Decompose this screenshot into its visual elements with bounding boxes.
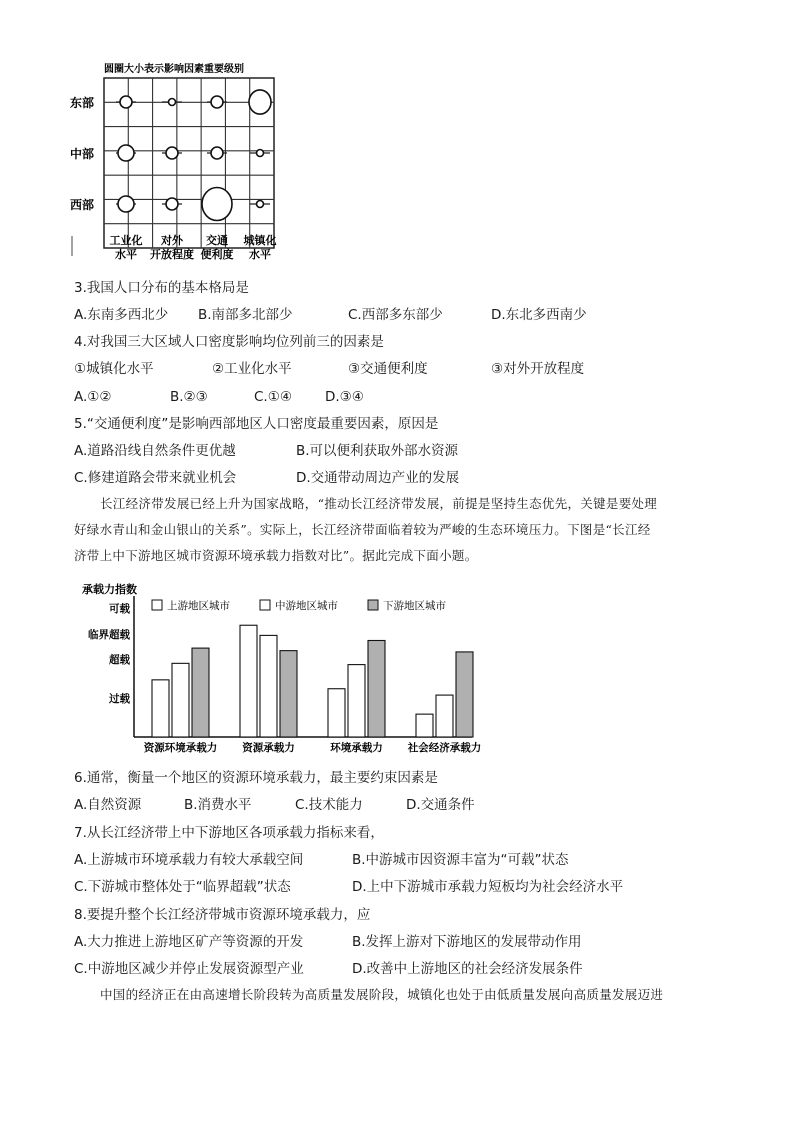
row-label: 中部: [70, 147, 95, 161]
importance-circle: [118, 145, 134, 161]
factor-grid-figure: [70, 58, 290, 266]
importance-circle: [257, 150, 264, 157]
q4-option-d[interactable]: D.③④: [325, 389, 364, 405]
q7-option-b[interactable]: B.中游城市因资源丰富为“可载”状态: [352, 852, 569, 868]
legend-label: 中游地区城市: [275, 600, 338, 612]
importance-circle: [202, 188, 232, 221]
chart-ylabel: 承载力指数: [82, 583, 137, 596]
q3-option-d[interactable]: D.东北多西南少: [491, 307, 587, 323]
chart-plot: [88, 596, 481, 754]
col-label-line2: 开放程度: [150, 248, 194, 261]
q5-stem: 5.“交通便利度”是影响西部地区人口密度最重要因素，原因是: [74, 416, 439, 432]
passage2-text: 中国的经济正在由高速增长阶段转为高质量发展阶段，城镇化也处于由低质量发展向高质量发展迈进: [100, 987, 664, 1002]
q3-option-a[interactable]: A.东南多西北少: [74, 307, 169, 323]
bar: [348, 665, 365, 737]
legend-swatch: [260, 600, 270, 610]
col-label-line2: 便利度: [200, 248, 234, 261]
bar: [240, 625, 257, 737]
importance-circle: [166, 147, 178, 159]
bar: [328, 689, 345, 737]
passage1-line-3: 济带上中下游地区城市资源环境承载力指数对比”。据此完成下面小题。: [74, 548, 478, 563]
q3-option-b[interactable]: B.南部多北部少: [198, 307, 293, 323]
x-tick-label: 资源环境承载力: [143, 742, 218, 754]
passage1-line-2: 好绿水青山和金山银山的关系”。实际上，长江经济带面临着较为严峻的生态环境压力。下图是“长江经: [74, 522, 651, 537]
q6-option-c[interactable]: C.技术能力: [295, 797, 363, 813]
y-level-label: 临界超载: [88, 629, 130, 641]
q8-option-c[interactable]: C.中游地区减少并停止发展资源型产业: [74, 961, 304, 977]
importance-circle: [166, 198, 178, 210]
q4-option-a[interactable]: A.①②: [74, 389, 112, 405]
bar: [152, 680, 169, 737]
q3-stem: 3.我国人口分布的基本格局是: [74, 280, 249, 296]
q4-item-1: ①城镇化水平: [74, 361, 154, 377]
q5-option-d[interactable]: D.交通带动周边产业的发展: [296, 470, 460, 486]
importance-circle: [120, 96, 132, 108]
legend-swatch: [152, 600, 162, 610]
x-tick-label: 环境承载力: [330, 742, 383, 754]
q8-option-a[interactable]: A.大力推进上游地区矿产等资源的开发: [74, 934, 304, 950]
y-level-label: 可载: [109, 603, 130, 615]
col-label-line1: 工业化: [109, 234, 143, 247]
figure1-title: 圆圈大小表示影响因素重要级别: [104, 64, 244, 75]
importance-circle: [257, 201, 264, 208]
y-level-label: 超载: [109, 654, 130, 666]
q4-item-3: ③交通便利度: [348, 361, 428, 377]
bar: [192, 648, 209, 737]
legend-swatch: [368, 600, 378, 610]
q8-stem: 8.要提升整个长江经济带城市资源环境承载力，应: [74, 907, 371, 923]
bar: [456, 652, 473, 737]
legend-label: 上游地区城市: [167, 600, 230, 612]
q4-stem: 4.对我国三大区域人口密度影响均位列前三的因素是: [74, 334, 384, 350]
col-label-line1: 对外: [161, 234, 183, 247]
q5-option-b[interactable]: B.可以便利获取外部水资源: [296, 443, 459, 459]
col-label-line1: 城镇化: [243, 234, 277, 247]
q6-option-a[interactable]: A.自然资源: [74, 797, 142, 813]
importance-circle: [211, 147, 223, 159]
q6-option-b[interactable]: B.消费水平: [184, 797, 252, 813]
q3-option-c[interactable]: C.西部多东部少: [348, 307, 443, 323]
bar: [416, 714, 433, 737]
bar: [280, 651, 297, 737]
row-label: 东部: [70, 96, 95, 110]
q6-option-d[interactable]: D.交通条件: [406, 797, 475, 813]
importance-circle: [169, 99, 176, 106]
q7-stem: 7.从长江经济带上中下游地区各项承载力指标来看，: [74, 825, 384, 841]
x-tick-label: 资源承载力: [242, 742, 295, 754]
q8-option-d[interactable]: D.改善中上游地区的社会经济发展条件: [352, 961, 583, 977]
col-label-line2: 水平: [115, 248, 137, 261]
x-tick-label: 社会经济承载力: [407, 742, 482, 754]
q6-stem: 6.通常，衡量一个地区的资源环境承载力，最主要约束因素是: [74, 770, 438, 786]
q7-option-c[interactable]: C.下游城市整体处于“临界超载”状态: [74, 879, 291, 895]
bar: [436, 695, 453, 737]
importance-circle: [118, 196, 134, 212]
q8-option-b[interactable]: B.发挥上游对下游地区的发展带动作用: [352, 934, 582, 950]
q7-option-a[interactable]: A.上游城市环境承载力有较大承载空间: [74, 852, 304, 868]
q5-option-a[interactable]: A.道路沿线自然条件更优越: [74, 443, 236, 459]
q4-item-4: ③对外开放程度: [491, 361, 585, 377]
bar: [368, 640, 385, 737]
bar: [260, 635, 277, 737]
q4-item-2: ②工业化水平: [212, 361, 292, 377]
carrying-capacity-chart: [72, 580, 492, 756]
col-label-line1: 交通: [206, 234, 228, 247]
legend-label: 下游地区城市: [383, 600, 446, 612]
q4-option-c[interactable]: C.①④: [254, 389, 292, 405]
importance-circle: [249, 90, 271, 114]
q4-option-b[interactable]: B.②③: [170, 389, 208, 405]
row-label: 西部: [70, 198, 95, 212]
bar: [172, 663, 189, 737]
col-label-line2: 水平: [249, 248, 271, 261]
q5-option-c[interactable]: C.修建道路会带来就业机会: [74, 470, 237, 486]
q7-option-d[interactable]: D.上中下游城市承载力短板均为社会经济水平: [352, 879, 624, 895]
importance-circle: [211, 96, 223, 108]
figure1-grid: [70, 78, 277, 261]
y-level-label: 过载: [109, 693, 130, 705]
passage1-line-1: 长江经济带发展已经上升为国家战略，“推动长江经济带发展，前提是坚持生态优先，关键是要处理: [100, 496, 658, 511]
